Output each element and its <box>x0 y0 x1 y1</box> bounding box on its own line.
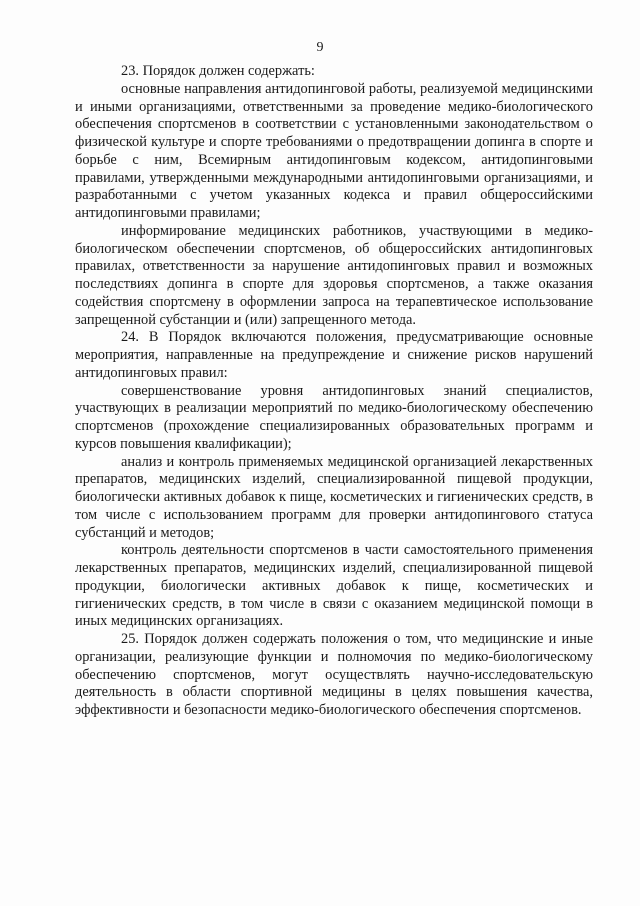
item-23-heading: 23. Порядок должен содержать: <box>121 63 315 79</box>
item-24-analysis-control: анализ и контроль применяемых медицинской организацией лекарственных препаратов, медицинских изделий, специализированной пищевой продукции, биологически активных добавок к пище, косметических и гигиенических средств, в том числе с использованием программ для проверки антидопингового статуса субстанций и методов; <box>75 453 593 541</box>
document-body <box>75 63 593 720</box>
item-24-heading: 24. В Порядок включаются положения, предусматривающие основные мероприятия, направленные на предупреждение и снижение рисков нарушений антидопинговых правил: <box>75 329 593 381</box>
item-24-knowledge-improvement: совершенствование уровня антидопинговых знаний специалистов, участвующих в реализации мероприятий по медико-биологическому обеспечению спортсменов (прохождение специализированных образовательных программ и курсов повышения квалификации); <box>75 382 593 452</box>
item-25-research: 25. Порядок должен содержать положения о том, что медицинские и иные организации, реализующие функции и полномочия по медико-биологическому обеспечению спортсменов, могут осуществлять научно-исследовательскую деятельность в области спортивной медицины в целях повышения качества, эффективности и безопасности медико-биологического обеспечения спортсменов. <box>75 631 593 718</box>
page-number: 9 <box>316 40 324 55</box>
item-23-informing-staff: информирование медицинских работников, участвующими в медико-биологическом обеспечении спортсменов, об общероссийских антидопинговых правилах, ответственности за нарушение антидопинговых правил и возможных последствиях допинга в спорте для здоровья спортсменов, а также оказания содействия спортсмену в оформлении запроса на терапевтическое использование запрещенной субстанции и (или) запрещенного метода. <box>75 222 593 328</box>
item-23-main-directions: основные направления антидопинговой работы, реализуемой медицинскими и иными организациями, ответственными за проведение медико-биологического обеспечения спортсменов в соответствии с установленными законодательством о физической культуре и спорте требованиями о предотвращении допинга в спорте и борьбе с ним, Всемирным антидопинговым кодексом, антидопинговыми правилами, утвержденными международными антидопинговыми организациями, и разработанными с учетом указанных кодекса и правил общероссийскими антидопинговыми правилами; <box>75 80 593 221</box>
item-24-athlete-control: контроль деятельности спортсменов в части самостоятельного применения лекарственных препаратов, медицинских изделий, специализированной пищевой продукции, биологически активных добавок к пище, косметических и гигиенических средств, в том числе в связи с оказанием медицинской помощи в иных медицинских организациях. <box>75 542 593 630</box>
